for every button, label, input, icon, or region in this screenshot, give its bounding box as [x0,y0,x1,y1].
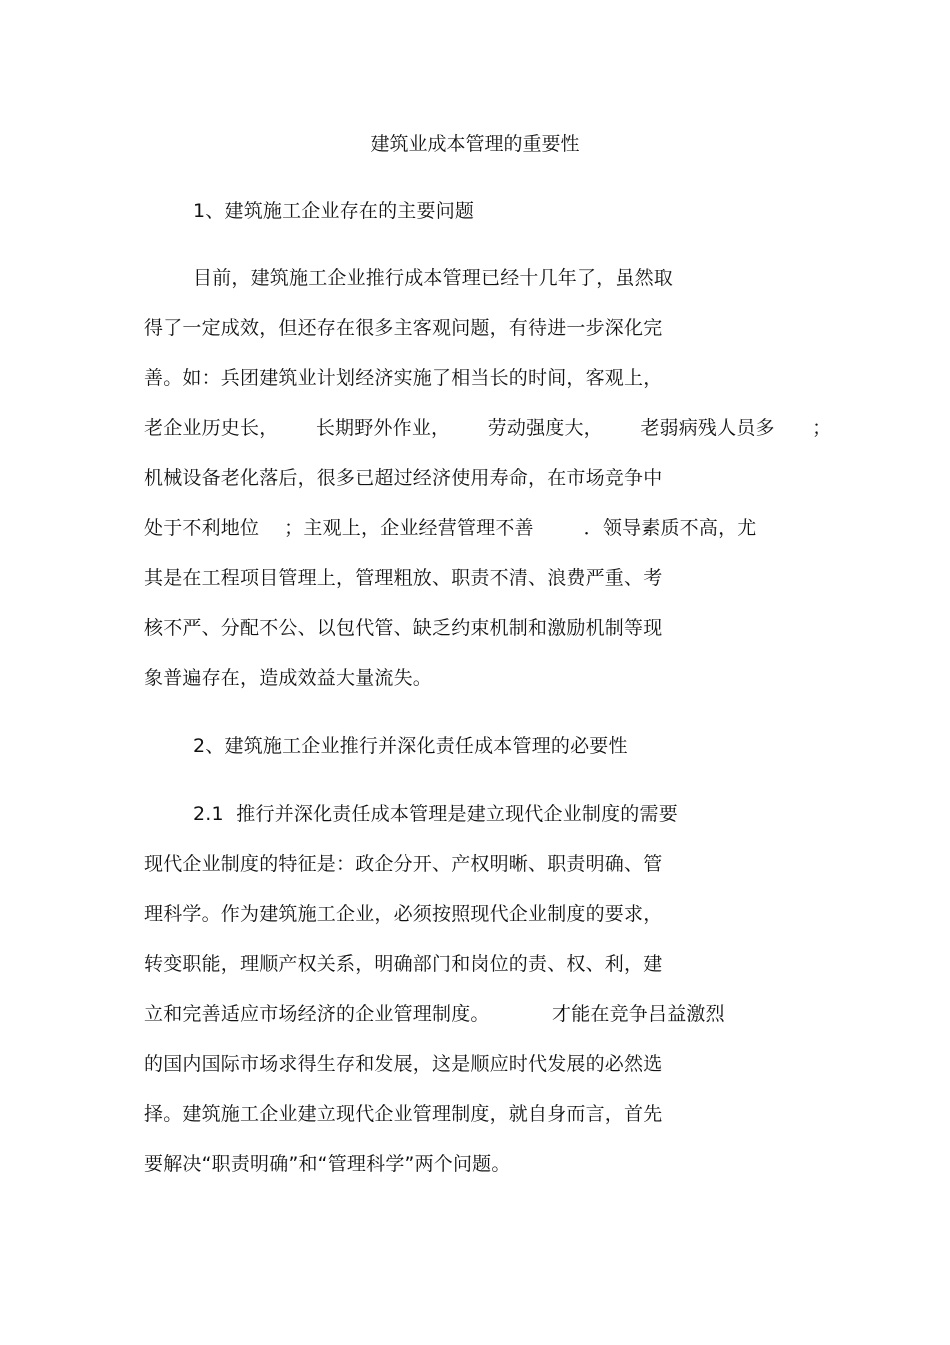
paragraph-line: 要解决“职责明确”和“管理科学”两个问题。 [144,1153,511,1175]
paragraph-line: 机械设备老化落后，很多已超过经济使用寿命，在市场竞争中 [144,467,663,489]
section-heading-2: 2、建筑施工企业推行并深化责任成本管理的必要性 [193,735,628,757]
paragraph-line: 现代企业制度的特征是：政企分开、产权明晰、职责明确、管 [144,853,663,875]
paragraph-line: 理科学。作为建筑施工企业，必须按照现代企业制度的要求， [144,903,663,925]
paragraph-line: 核不严、分配不公、以包代管、缺乏约束机制和激励机制等现 [144,617,663,639]
paragraph-line: 其是在工程项目管理上，管理粗放、职责不清、浪费严重、考 [144,567,663,589]
paragraph-line: 立和完善适应市场经济的企业管理制度。 才能在竞争吕益激烈 [144,1003,725,1025]
paragraph-line: 得了一定成效，但还存在很多主客观问题，有待进一步深化完 [144,317,663,339]
paragraph-line: 转变职能，理顺产权关系，明确部门和岗位的责、权、利，建 [144,953,663,975]
document-title: 建筑业成本管理的重要性 [370,133,580,155]
paragraph-line: 2.1 推行并深化责任成本管理是建立现代企业制度的需要 [193,803,678,825]
paragraph-line: 老企业历史长， 长期野外作业， 劳动强度大， 老弱病残人员多 ； [144,417,832,439]
paragraph-line: 目前，建筑施工企业推行成本管理已经十几年了，虽然取 [193,267,674,289]
paragraph-line: 择。建筑施工企业建立现代企业管理制度，就自身而言，首先 [144,1103,663,1125]
paragraph-line: 处于不利地位 ；主观上，企业经营管理不善 ．领导素质不高，尤 [144,517,757,539]
paragraph-line: 象普遍存在，造成效益大量流失。 [144,667,433,689]
section-heading-1: 1、建筑施工企业存在的主要问题 [193,200,475,222]
paragraph-line: 善。如：兵团建筑业计划经济实施了相当长的时间，客观上， [144,367,663,389]
paragraph-line: 的国内国际市场求得生存和发展，这是顺应时代发展的必然选 [144,1053,663,1075]
